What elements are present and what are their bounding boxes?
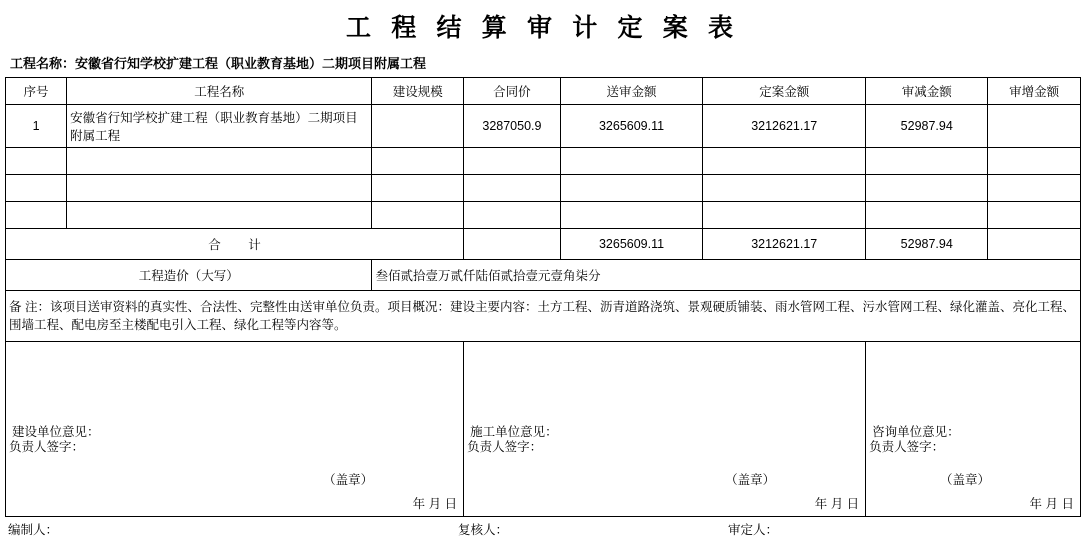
opinion-signature-label: 负责人签字：: [467, 440, 543, 454]
header-index: 序号: [6, 78, 67, 105]
cost-row: [6, 260, 1081, 291]
total-submitted-amount: 3265609.11: [560, 229, 703, 260]
cell-final-amount: 3212621.17: [703, 105, 866, 148]
cell-index: [6, 148, 67, 175]
cell-scale: [372, 105, 464, 148]
cell-submitted-amount: [560, 148, 703, 175]
total-contract-price: [464, 229, 561, 260]
cell-scale: [372, 202, 464, 229]
cell-name: [67, 148, 372, 175]
cell-name: [67, 202, 372, 229]
opinion-seal-label: （盖章）: [939, 473, 990, 487]
cell-increased-amount: [988, 202, 1081, 229]
opinion-title: 施工单位意见：: [470, 424, 558, 439]
opinion-seal-label: （盖章）: [725, 473, 776, 487]
header-final-amount: 定案金额: [703, 78, 866, 105]
cell-reduced-amount: [866, 202, 988, 229]
cell-increased-amount: [988, 105, 1081, 148]
opinion-seal-label: （盖章）: [323, 473, 374, 487]
header-scale: 建设规模: [372, 78, 464, 105]
cell-scale: [372, 175, 464, 202]
total-increased-amount: [988, 229, 1081, 260]
reviewer-label: 复核人：: [458, 523, 509, 537]
table-header-row: [6, 78, 1081, 105]
cell-contract-price: [464, 148, 561, 175]
cell-index: [6, 202, 67, 229]
cell-final-amount: [703, 202, 866, 229]
signature-footer: [5, 517, 1081, 538]
header-reduced-amount: 审减金额: [866, 78, 988, 105]
cell-reduced-amount: [866, 175, 988, 202]
opinion-date-label: 年 月 日: [412, 497, 458, 511]
cell-contract-price: [464, 175, 561, 202]
cell-submitted-amount: [560, 202, 703, 229]
preparer-label: 编制人：: [8, 523, 59, 537]
opinion-signature-label: 负责人签字：: [9, 440, 85, 454]
total-row: [6, 229, 1081, 260]
cell-final-amount: [703, 148, 866, 175]
cell-reduced-amount: [866, 148, 988, 175]
cell-index: [6, 175, 67, 202]
opinion-date-label: 年 月 日: [1029, 497, 1074, 511]
cell-name: 安徽省行知学校扩建工程（职业教育基地）二期项目附属工程: [67, 105, 372, 148]
cost-value: 叁佰贰拾壹万贰仟陆佰贰拾壹元壹角柒分: [372, 260, 1081, 291]
cell-name: [67, 175, 372, 202]
cell-reduced-amount: 52987.94: [866, 105, 988, 148]
total-final-amount: 3212621.17: [703, 229, 866, 260]
table-row: [6, 148, 1081, 175]
total-reduced-amount: 52987.94: [866, 229, 988, 260]
audit-table: [5, 77, 1081, 517]
opinion-date-label: 年 月 日: [814, 497, 860, 511]
opinion-signature-label: 负责人签字：: [869, 440, 945, 454]
approver-label: 审定人：: [728, 523, 779, 537]
cell-index: 1: [6, 105, 67, 148]
opinion-contractor-unit[interactable]: [464, 342, 866, 517]
cell-final-amount: [703, 175, 866, 202]
project-name-value: 安徽省行知学校扩建工程（职业教育基地）二期项目附属工程: [75, 56, 427, 71]
opinion-construction-unit[interactable]: [6, 342, 464, 517]
cell-increased-amount: [988, 175, 1081, 202]
cell-contract-price: [464, 202, 561, 229]
page-title: 工 程 结 算 审 计 定 案 表: [345, 15, 740, 42]
cell-submitted-amount: [560, 175, 703, 202]
opinion-consulting-unit[interactable]: [866, 342, 1081, 517]
header-submitted-amount: 送审金额: [560, 78, 703, 105]
note-text: 备 注：该项目送审资料的真实性、合法性、完整性由送审单位负责。项目概况：建设主要内容：土方工程、沥青道路浇筑、景观硬质铺装、雨水管网工程、污水管网工程、绿化灌盖、亮化工程、围墙工程、配电房至主楼配电引入工程、绿化工程等内容等。: [6, 291, 1081, 342]
cell-increased-amount: [988, 148, 1081, 175]
opinion-title: 建设单位意见：: [12, 424, 100, 439]
cell-scale: [372, 148, 464, 175]
footer-row: [5, 517, 1081, 538]
cell-submitted-amount: 3265609.11: [560, 105, 703, 148]
note-row: [6, 291, 1081, 342]
header-contract-price: 合同价: [464, 78, 561, 105]
table-row: [6, 105, 1081, 148]
header-name: 工程名称: [67, 78, 372, 105]
table-row: [6, 202, 1081, 229]
opinion-title: 咨询单位意见：: [872, 424, 960, 439]
opinions-row: [6, 342, 1081, 517]
cost-label: 工程造价（大写）: [6, 260, 372, 291]
table-row: [6, 175, 1081, 202]
cell-contract-price: 3287050.9: [464, 105, 561, 148]
total-label: 合 计: [6, 229, 464, 260]
project-name-line: [0, 50, 1086, 77]
header-increased-amount: 审增金额: [988, 78, 1081, 105]
project-name-label: 工程名称：: [10, 56, 76, 71]
